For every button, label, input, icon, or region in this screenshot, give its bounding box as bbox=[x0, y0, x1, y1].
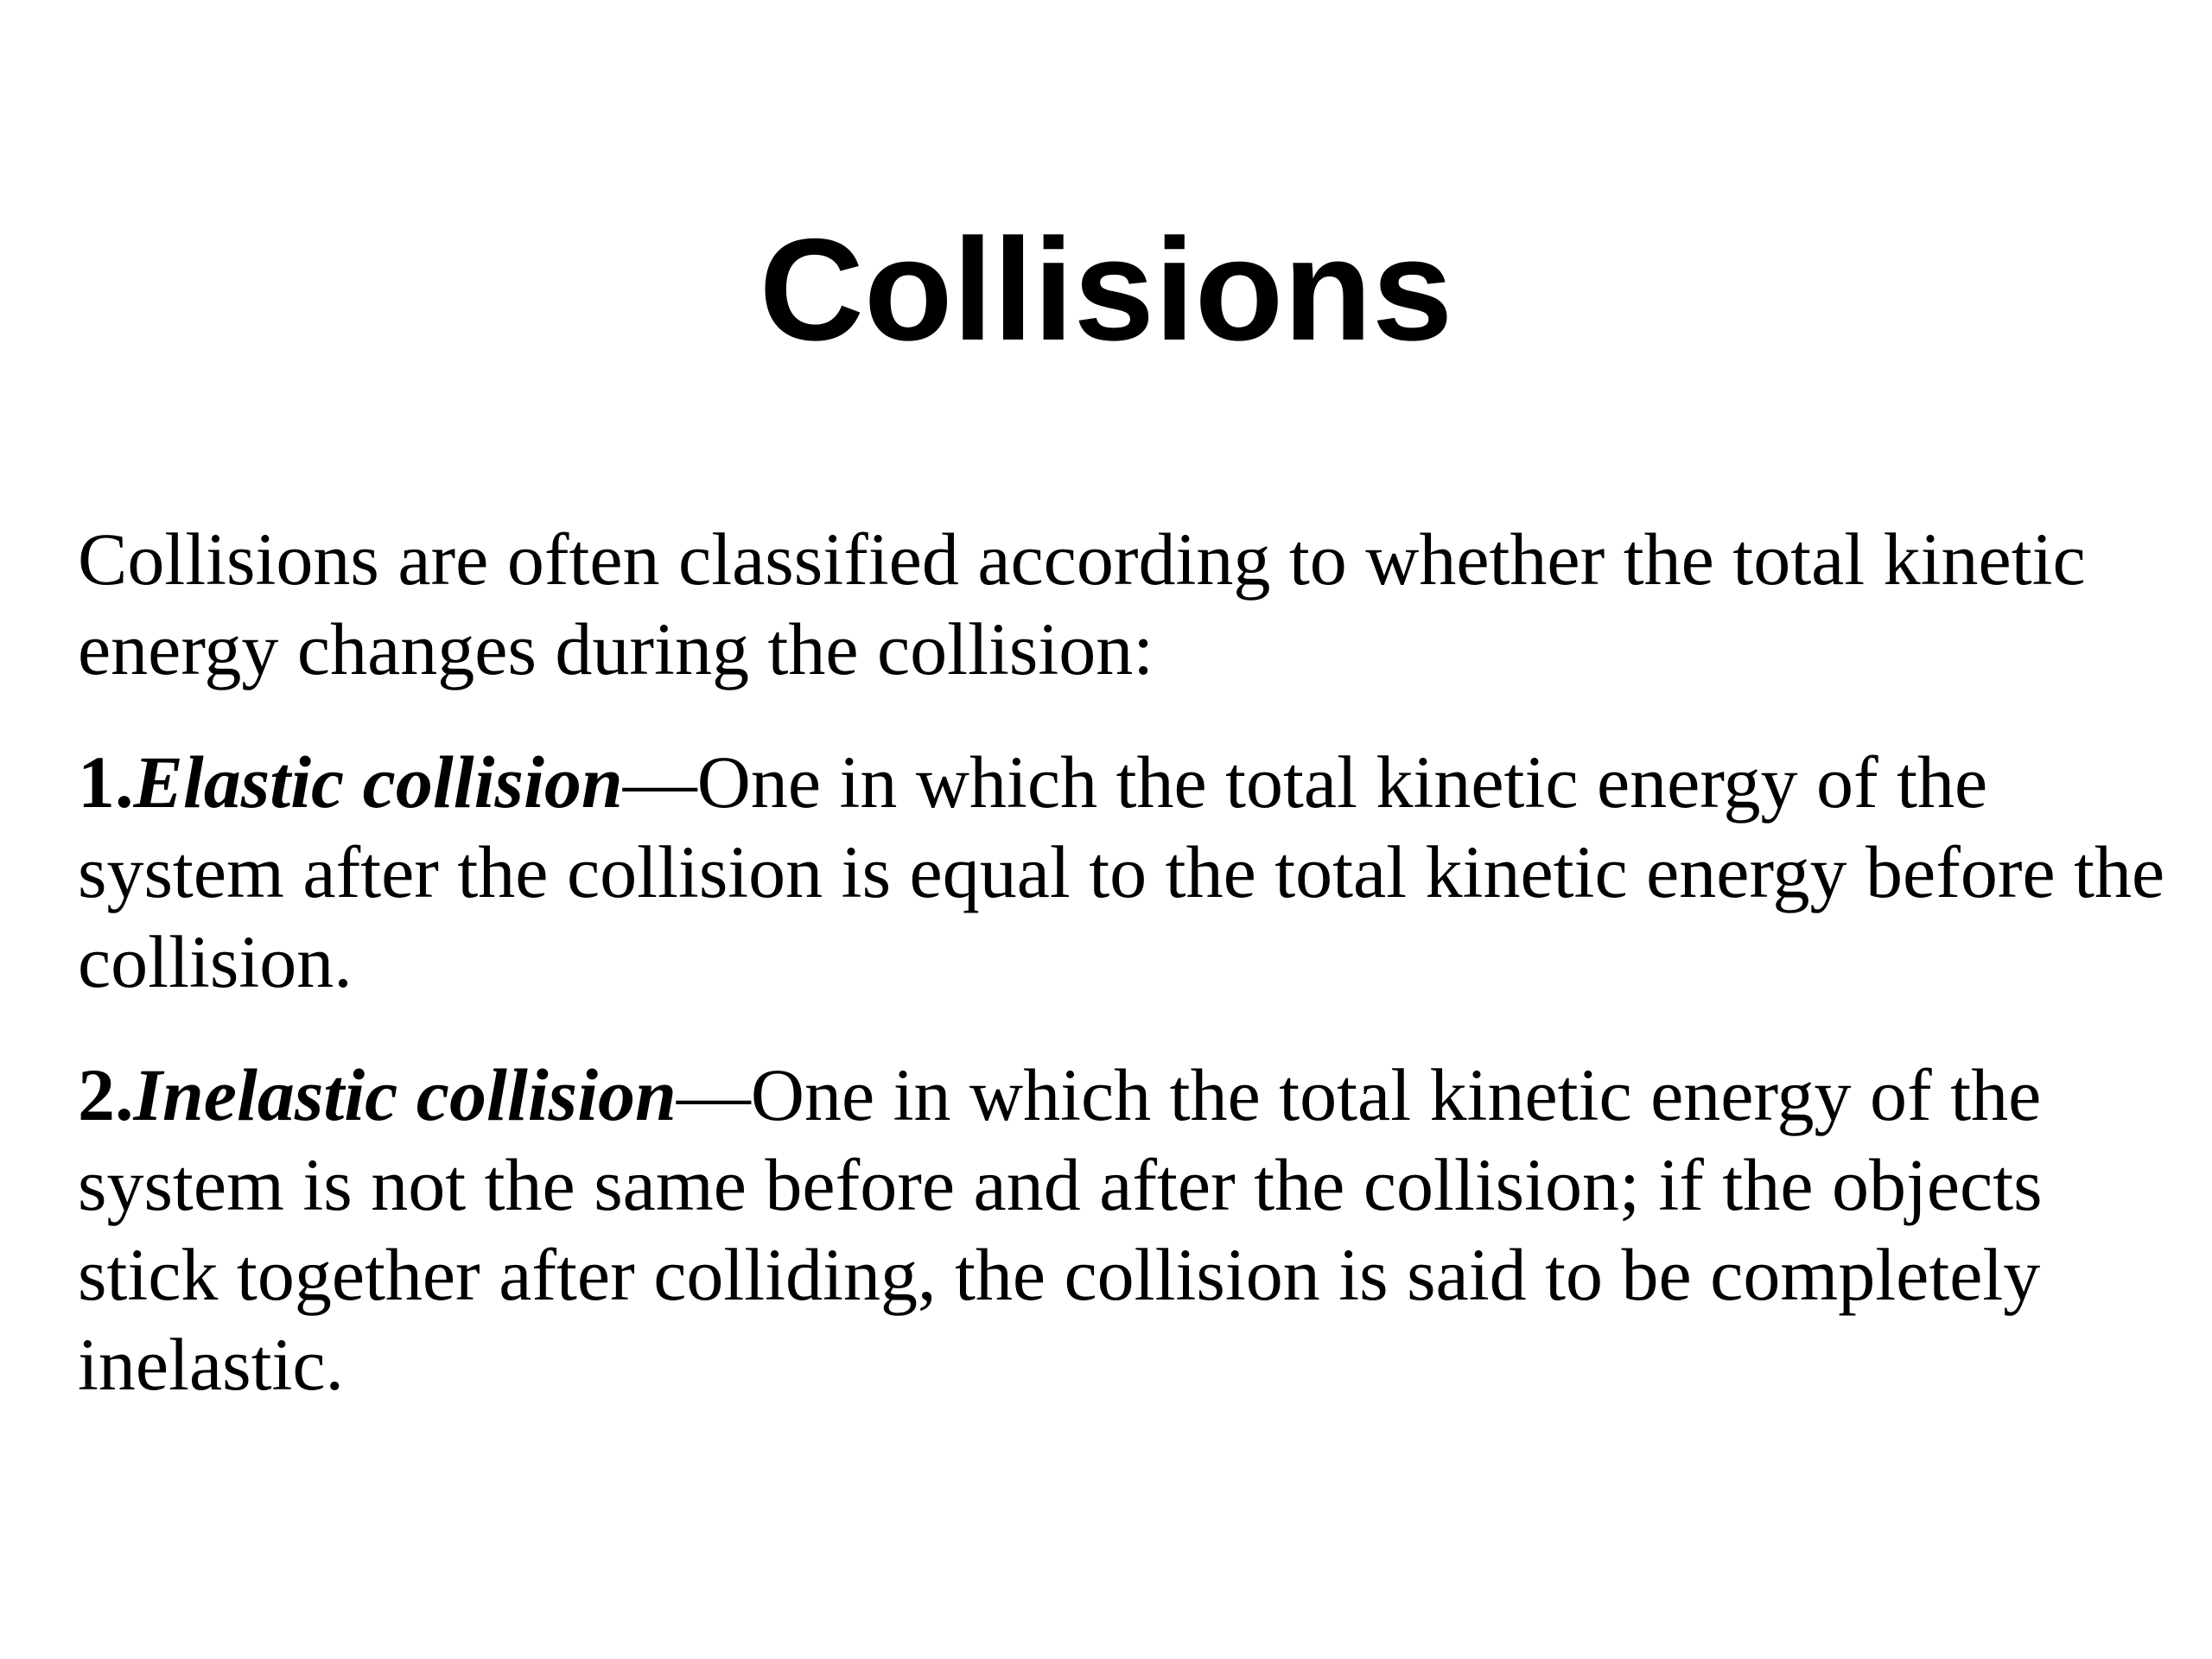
slide-title: Collisions bbox=[759, 208, 1453, 371]
item-term: Elastic collision bbox=[133, 741, 623, 823]
item-definition: —One in which the total kinetic energy of the system after the collision is equal to the total kinetic energy before the collision. bbox=[78, 741, 2165, 1003]
list-item-inelastic bbox=[78, 1050, 2169, 1409]
item-number: 2. bbox=[78, 1053, 134, 1136]
item-definition: —One in which the total kinetic energy of the system is not the same before and after the collision; if the objects stick together after colliding, the collision is said to be completely inelastic. bbox=[78, 1053, 2043, 1406]
slide-body bbox=[78, 514, 2169, 1452]
item-term: Inelastic collision bbox=[133, 1053, 677, 1136]
item-number: 1. bbox=[78, 741, 134, 823]
intro-paragraph: Collisions are often classified according to whether the total kinetic energy changes during the collision: bbox=[78, 518, 2086, 690]
list-item-elastic bbox=[78, 737, 2169, 1007]
